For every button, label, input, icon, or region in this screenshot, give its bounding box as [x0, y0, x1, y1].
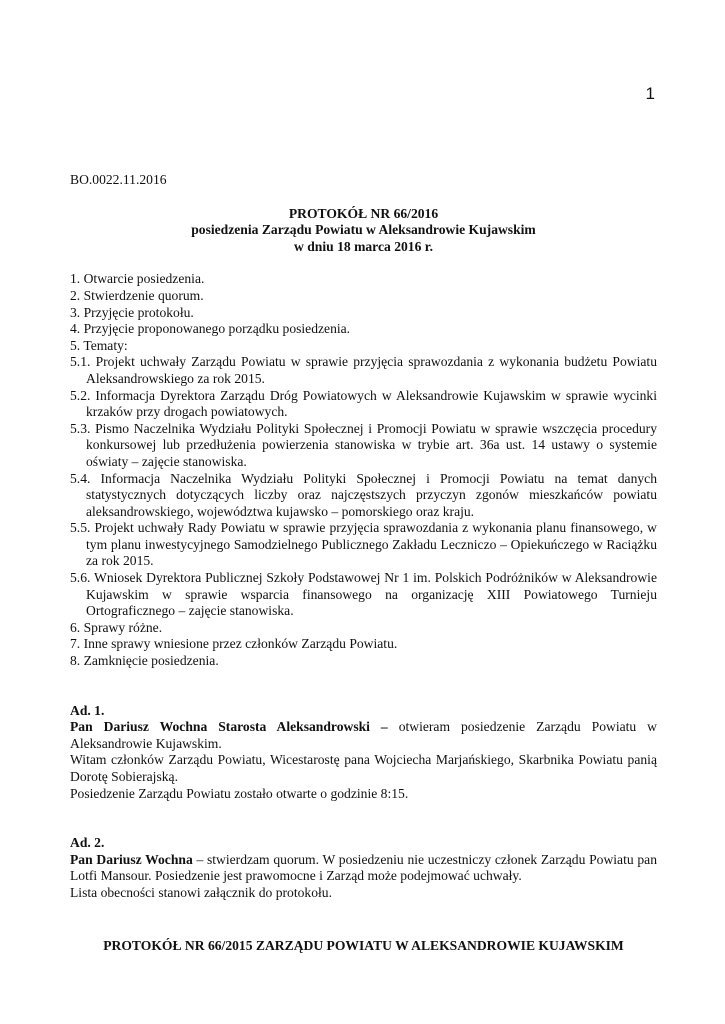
speaker-name: Pan Dariusz Wochna Starosta Aleksandrowski – [70, 719, 388, 735]
agenda-item-3: 3. Przyjęcie protokołu. [70, 304, 194, 320]
page-number: 1 [645, 84, 655, 103]
section-paragraph [70, 719, 657, 752]
section-paragraph [70, 852, 657, 885]
agenda-item-4: 4. Przyjęcie proponowanego porządku posiedzenia. [70, 321, 351, 337]
agenda-item-8: 8. Zamknięcie posiedzenia. [70, 653, 219, 669]
agenda-item-5-6: 5.6. Wniosek Dyrektora Publicznej Szkoły Podstawowej Nr 1 im. Polskich Podróżników w Aleksandrowie Kujawskim w sprawie wsparcia finansowego na organizację XIII Powiatowego Turnieju Ortograficznego – zajęcie stanowiska. [70, 570, 657, 619]
agenda-item-1: 1. Otwarcie posiedzenia. [70, 271, 205, 287]
agenda-item-5-4: 5.4. Informacja Naczelnika Wydziału Polityki Społecznej i Promocji Powiatu na temat danych statystycznych dotyczących liczby oraz najczęstszych przyczyn zgonów mieszkańców powiatu aleksandrowskiego, województwa kujawsko – pomorskiego oraz kraju. [70, 470, 657, 519]
agenda-item-5-5: 5.5. Projekt uchwały Rady Powiatu w sprawie przyjęcia sprawozdania z wykonania planu finansowego, w tym planu inwestycyjnego Samodzielnego Publicznego Zakładu Leczniczo – Opiekuńczego w Raciążku za rok 2015. [70, 520, 657, 569]
agenda-item-5-1: 5.1. Projekt uchwały Zarządu Powiatu w sprawie przyjęcia sprawozdania z wykonania budżetu Powiatu Aleksandrowskiego za rok 2015. [70, 354, 657, 386]
document-reference: BO.0022.11.2016 [70, 172, 167, 187]
section-heading: Ad. 2. [70, 835, 105, 851]
page-footer: PROTOKÓŁ NR 66/2015 ZARZĄDU POWIATU W ALEKSANDROWIE KUJAWSKIM [103, 938, 624, 953]
section-paragraph: Witam członków Zarządu Powiatu, Wicestarostę pana Wojciecha Marjańskiego, Skarbnika Powiatu panią Dorotę Sobierajską. [70, 752, 657, 784]
section-paragraph: Posiedzenie Zarządu Powiatu zostało otwarte o godzinie 8:15. [70, 785, 409, 801]
section-ad-2 [70, 835, 657, 901]
section-ad-1 [70, 703, 657, 803]
title-line-3: w dniu 18 marca 2016 r. [294, 238, 433, 254]
agenda-item-5: 5. Tematy: [70, 337, 128, 353]
speech-text: otwieram posiedzenie Zarządu Powiatu w Aleksandrowie Kujawskim. [70, 719, 657, 751]
speaker-name: Pan Dariusz Wochna [70, 851, 193, 867]
section-paragraph: Lista obecności stanowi załącznik do protokołu. [70, 884, 332, 900]
title-line-2: posiedzenia Zarządu Powiatu w Aleksandrowie Kujawskim [191, 222, 536, 238]
agenda-item-5-3: 5.3. Pismo Naczelnika Wydziału Polityki Społecznej i Promocji Powiatu w sprawie wszczęcia procedury konkursowej lub przedłużenia powierzenia stanowiska w trybie art. 36a ust. 14 ustawy o systemie oświaty – zajęcie stanowiska. [70, 420, 657, 469]
section-heading: Ad. 1. [70, 702, 105, 718]
document-title [70, 206, 657, 256]
agenda-item-5-2: 5.2. Informacja Dyrektora Zarządu Dróg Powiatowych w Aleksandrowie Kujawskim w sprawie wycinki krzaków przy drogach powiatowych. [70, 387, 657, 420]
speech-text: – stwierdzam quorum. W posiedzeniu nie uczestniczy członek Zarządu Powiatu pan Lotfi Mansour. Posiedzenie jest prawomocne i Zarząd może podejmować uchwały. [70, 851, 657, 884]
document-body [70, 172, 657, 902]
title-line-1: PROTOKÓŁ NR 66/2016 [288, 205, 439, 221]
agenda-list [70, 271, 657, 669]
agenda-item-6: 6. Sprawy różne. [70, 619, 163, 635]
agenda-item-2: 2. Stwierdzenie quorum. [70, 287, 204, 303]
agenda-item-7: 7. Inne sprawy wniesione przez członków Zarządu Powiatu. [70, 636, 398, 652]
